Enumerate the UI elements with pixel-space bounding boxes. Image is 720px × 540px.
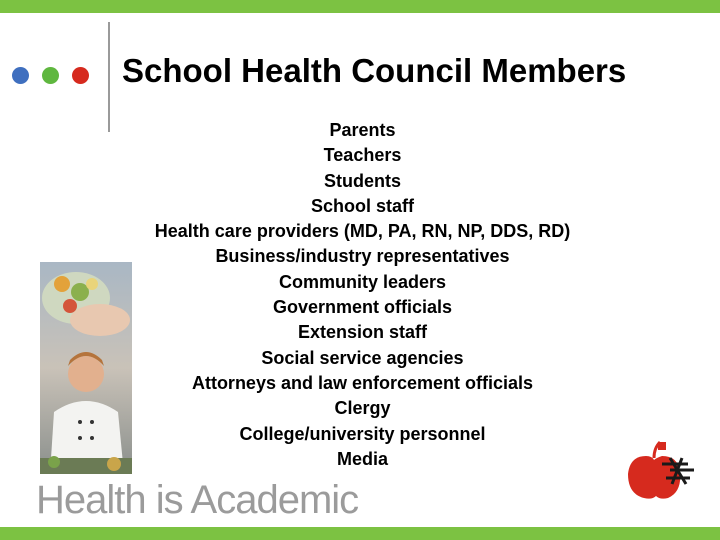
bottom-accent-bar [0,527,720,540]
list-item: Clergy [334,398,391,419]
chef-photo [40,262,132,474]
list-item: Health care providers (MD, PA, RN, NP, DDS, RD) [154,221,571,242]
top-accent-bar [0,0,720,13]
green-dot-icon [42,67,59,84]
title-divider [108,22,110,132]
list-item: Government officials [272,297,453,318]
list-item: School staff [310,195,414,216]
list-item: Students [323,170,401,191]
list-item: College/university personnel [239,423,486,444]
list-item: Social service agencies [261,347,464,368]
slide-title: School Health Council Members [122,52,627,89]
blue-dot-icon [12,67,29,84]
list-item: Extension staff [297,322,428,343]
list-item: Parents [329,120,396,140]
list-item: Attorneys and law enforcement officials [191,372,534,393]
health-is-academic-logo: Health is Academic [36,478,359,522]
list-item: Teachers [323,145,402,166]
members-list [110,118,615,472]
red-dot-icon [72,67,89,84]
apple-logo-icon [624,438,696,502]
list-item: Community leaders [278,271,447,292]
list-item: Media [336,448,388,469]
list-item: Business/industry representatives [215,246,510,267]
